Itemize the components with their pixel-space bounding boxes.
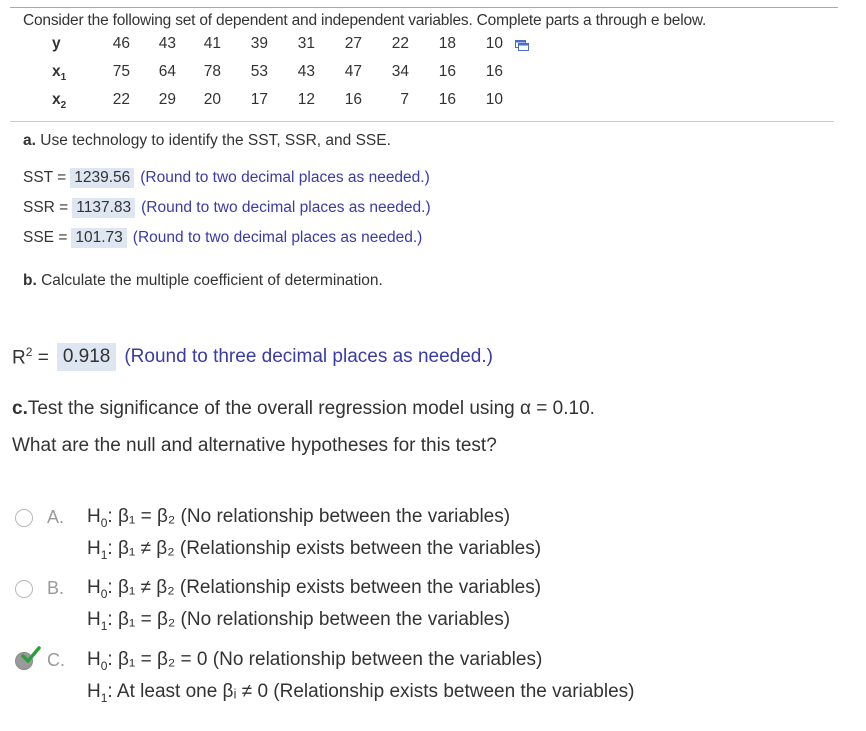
table-cell: 17 bbox=[250, 91, 268, 108]
copy-table-icon[interactable] bbox=[515, 40, 529, 51]
sse-answer bbox=[23, 228, 422, 248]
table-cell: 27 bbox=[344, 35, 362, 52]
table-cell: 22 bbox=[112, 91, 130, 108]
table-cell: 16 bbox=[344, 91, 362, 108]
table-cell: 41 bbox=[203, 35, 221, 52]
sst-input[interactable]: 1239.56 bbox=[70, 168, 134, 188]
correct-check-icon bbox=[21, 646, 41, 664]
sst-answer bbox=[23, 168, 430, 188]
sst-label: SST = bbox=[23, 169, 67, 186]
table-cell: 10 bbox=[485, 91, 503, 108]
r-squared-answer bbox=[12, 343, 493, 371]
radio-button-b[interactable] bbox=[15, 580, 33, 598]
table-cell: 43 bbox=[158, 35, 176, 52]
table-cell: 18 bbox=[438, 35, 456, 52]
ssr-hint: (Round to two decimal places as needed.) bbox=[141, 199, 431, 216]
table-cell: 20 bbox=[203, 91, 221, 108]
r-squared-input[interactable]: 0.918 bbox=[57, 343, 117, 371]
part-a-title: a. Use technology to identify the SST, SSR, and SSE. bbox=[23, 132, 391, 149]
radio-button-a[interactable] bbox=[15, 509, 33, 527]
r-squared-label: $R^2$ = bbox=[12, 344, 49, 369]
null-hypothesis: $H_0$: β₁ ≠ β₂ (Relationship exists between the variables) bbox=[87, 577, 542, 601]
null-hypothesis: $H_0$: β₁ = β₂ = 0 (No relationship between the variables) bbox=[87, 649, 543, 673]
alternative-hypothesis: $H_1$: β₁ ≠ β₂ (Relationship exists between the variables) bbox=[87, 538, 542, 562]
part-b-title: b. Calculate the multiple coefficient of determination. bbox=[23, 272, 383, 289]
table-cell: 22 bbox=[391, 35, 409, 52]
part-c-question: What are the null and alternative hypotheses for this test? bbox=[12, 435, 497, 456]
table-cell: 12 bbox=[297, 91, 315, 108]
table-cell: 53 bbox=[250, 63, 268, 80]
choice-letter: B. bbox=[47, 578, 65, 598]
table-cell: 46 bbox=[112, 35, 130, 52]
table-cell: 31 bbox=[297, 35, 315, 52]
table-cell: 10 bbox=[485, 35, 503, 52]
ssr-input[interactable]: 1137.83 bbox=[72, 198, 135, 218]
row-label: $x_2$ bbox=[52, 91, 67, 112]
sse-input[interactable]: 101.73 bbox=[71, 228, 126, 248]
r-squared-hint: (Round to three decimal places as needed.) bbox=[124, 346, 493, 367]
top-rule bbox=[10, 7, 838, 8]
ssr-label: SSR = bbox=[23, 199, 69, 216]
table-cell: 29 bbox=[158, 91, 176, 108]
table-cell: 7 bbox=[400, 91, 409, 108]
table-cell: 47 bbox=[344, 63, 362, 80]
null-hypothesis: $H_0$: β₁ = β₂ (No relationship between the variables) bbox=[87, 506, 511, 530]
problem-prompt: Consider the following set of dependent and independent variables. Complete parts a through e below. bbox=[23, 12, 707, 29]
choice-letter: C. bbox=[47, 650, 65, 670]
table-cell: 16 bbox=[438, 91, 456, 108]
table-cell: 16 bbox=[438, 63, 456, 80]
table-cell: 39 bbox=[250, 35, 268, 52]
table-cell: 64 bbox=[158, 63, 176, 80]
choice-letter: A. bbox=[47, 507, 65, 527]
alternative-hypothesis: $H_1$: At least one βᵢ ≠ 0 (Relationship exists between the variables) bbox=[87, 681, 635, 705]
section-divider bbox=[10, 121, 834, 122]
row-label: $x_1$ bbox=[52, 63, 67, 84]
row-label: y bbox=[52, 35, 61, 52]
table-cell: 75 bbox=[112, 63, 130, 80]
table-cell: 16 bbox=[485, 63, 503, 80]
ssr-answer bbox=[23, 198, 431, 218]
part-c-title: c. Test the significance of the overall regression model using α = 0.10. bbox=[12, 398, 595, 419]
sse-label: SSE = bbox=[23, 229, 68, 246]
sse-hint: (Round to two decimal places as needed.) bbox=[132, 229, 423, 246]
table-cell: 78 bbox=[203, 63, 221, 80]
sst-hint: (Round to two decimal places as needed.) bbox=[140, 169, 430, 186]
table-cell: 43 bbox=[297, 63, 315, 80]
alternative-hypothesis: $H_1$: β₁ = β₂ (No relationship between the variables) bbox=[87, 609, 511, 633]
table-cell: 34 bbox=[391, 63, 409, 80]
